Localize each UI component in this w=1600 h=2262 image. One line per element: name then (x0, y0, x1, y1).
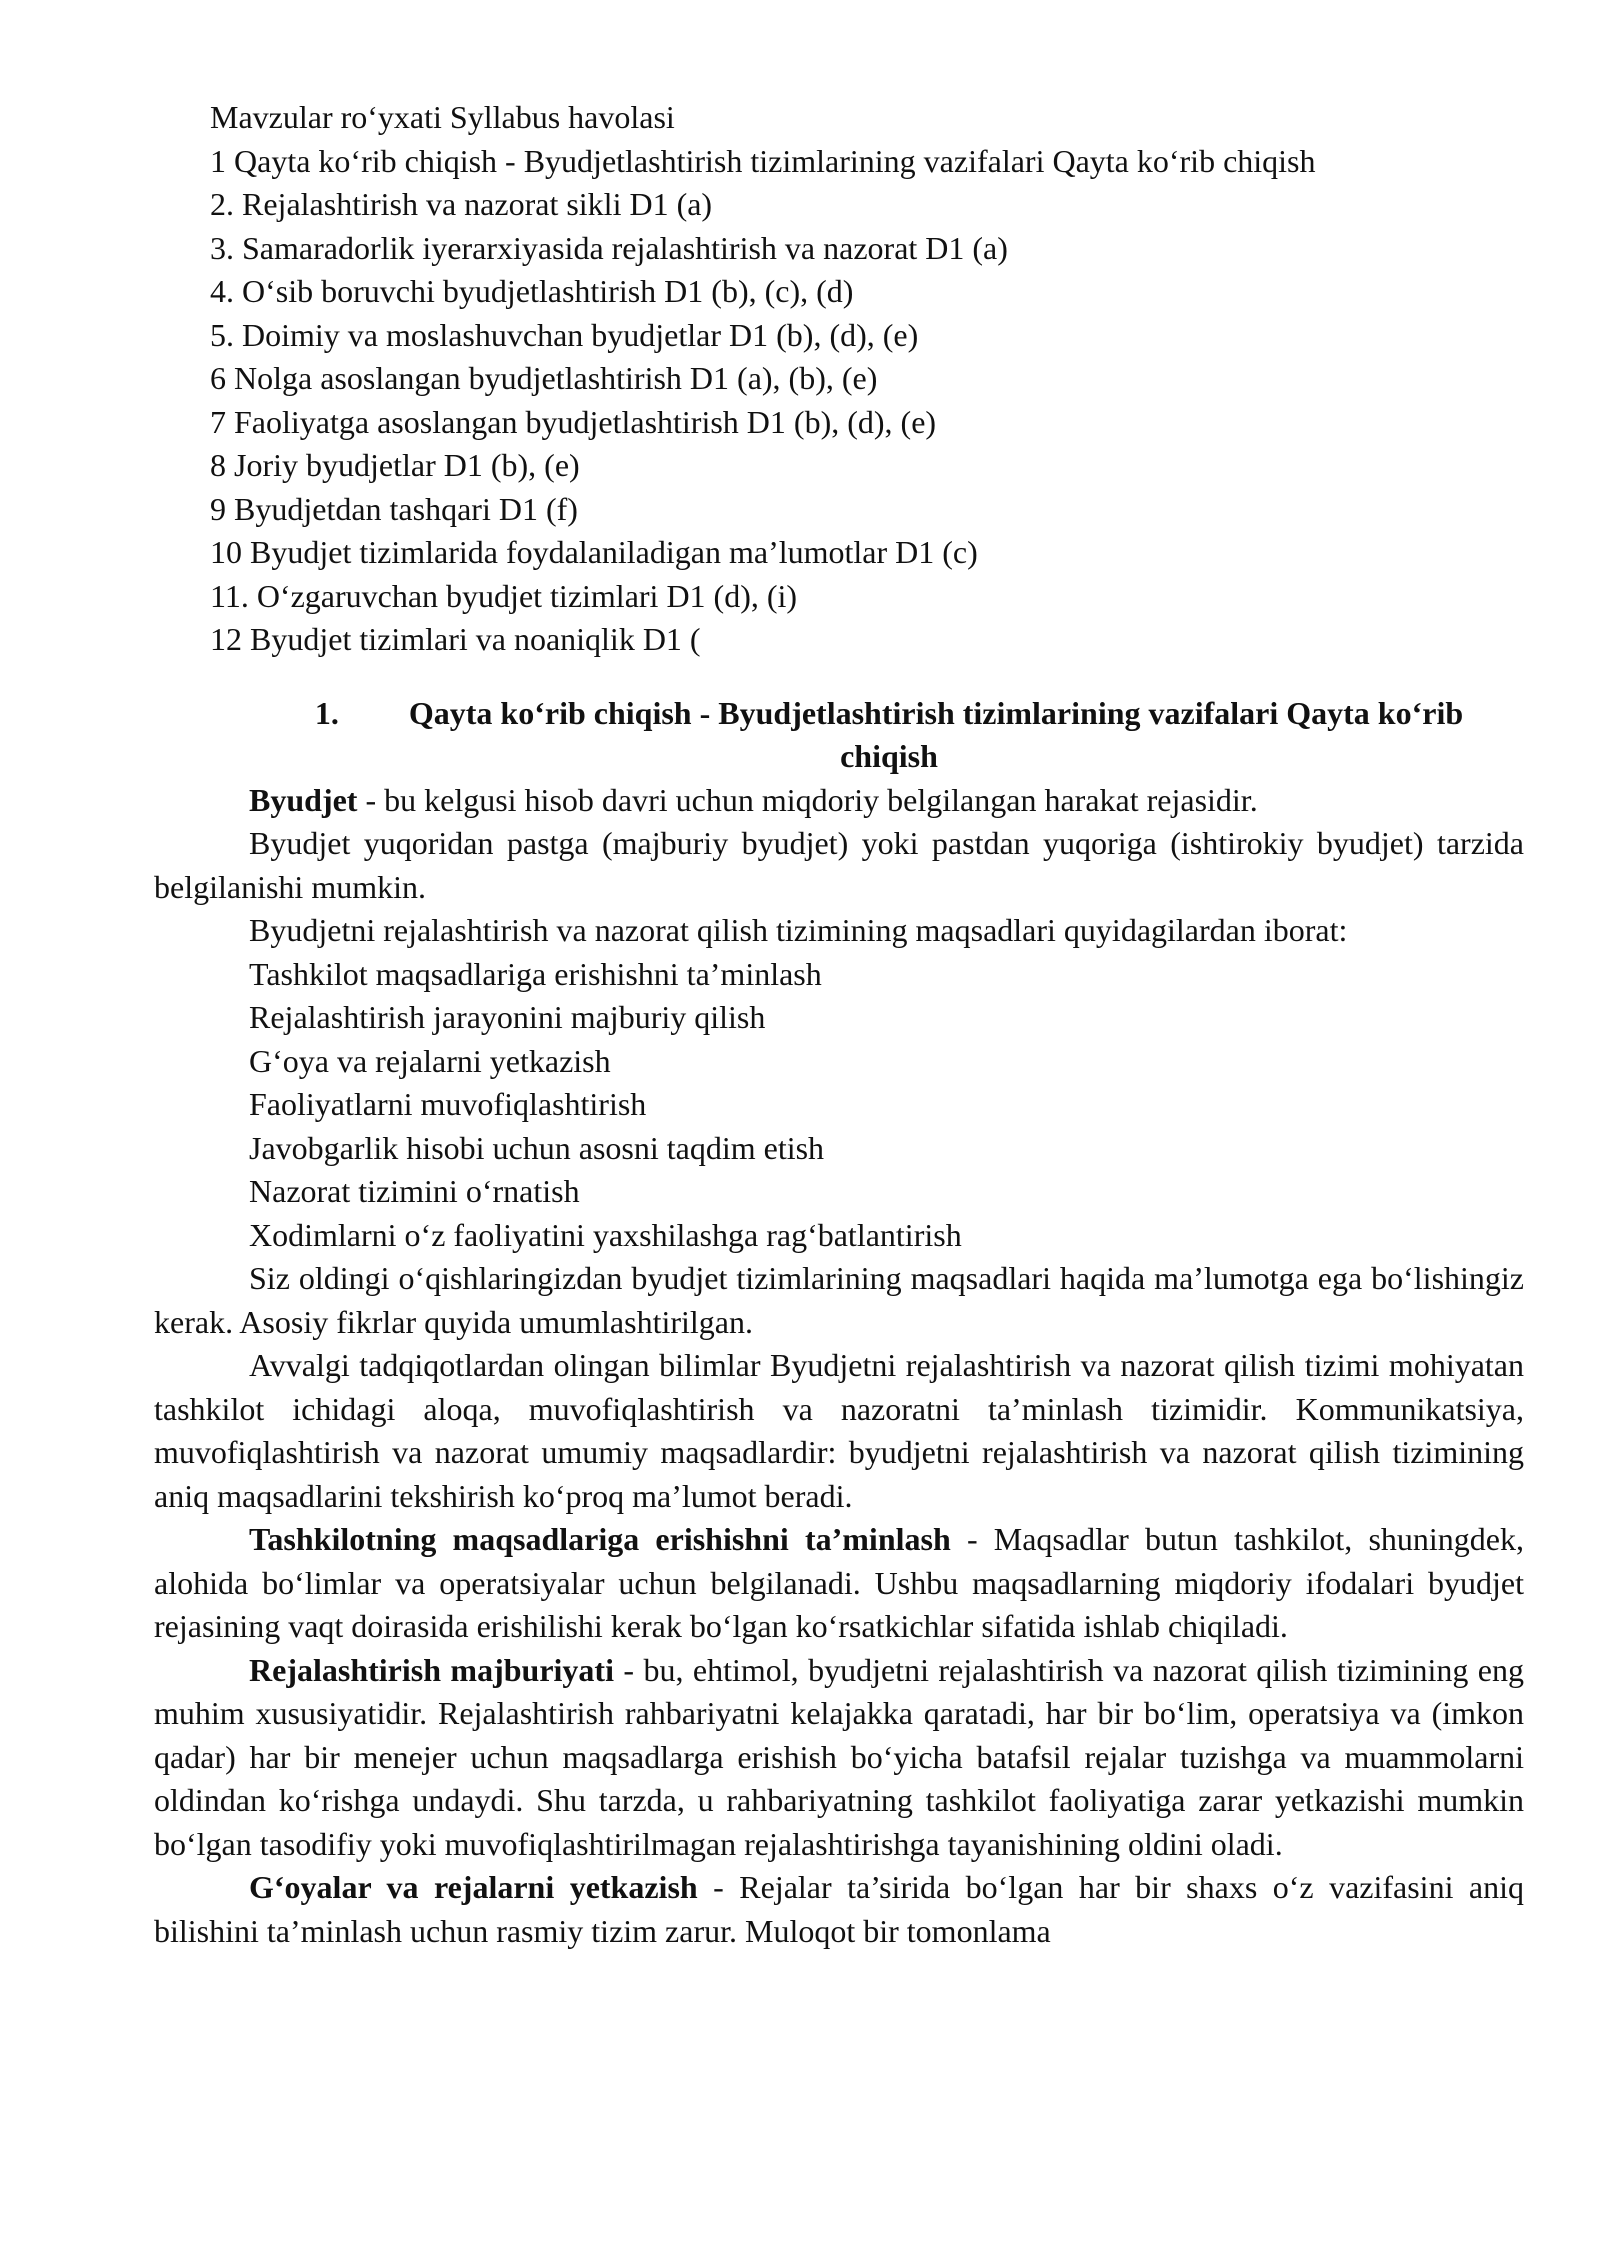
paragraph-summary: Avvalgi tadqiqotlardan olingan bilimlar Byudjetni rejalashtirish va nazorat qilish tizimi mohiyatan tashkilot ichidagi aloqa, muvofiqlashtirish va nazoratni ta’minlash tizimidir. Kommunikatsiya, muvofiqlashtirish va nazorat umumiy maqsadlardir: byudjetni rejalashtirish va nazorat qilish tizimining aniq maqsadlarini tekshirish ko‘proq ma’lumot beradi. (154, 1347, 1524, 1514)
topic-item: 7 Faoliyatga asoslangan byudjetlashtirish D1 (b), (d), (e) (210, 403, 937, 440)
paragraph-communication (154, 1866, 1524, 1953)
section-heading (154, 692, 1524, 779)
objective-item: Javobgarlik hisobi uchun asosni taqdim etish (249, 1129, 825, 1166)
topic-item: 12 Byudjet tizimlari va noaniqlik D1 ( (210, 621, 701, 657)
paragraph-text: - bu kelgusi hisob davri uchun miqdoriy belgilangan harakat rejasidir. (357, 781, 1258, 818)
topic-item: 10 Byudjet tizimlarida foydalaniladigan ma’lumotlar D1 (c) (210, 534, 978, 570)
objective-item: Xodimlarni o‘z faoliyatini yaxshilashga rag‘batlantirish (249, 1216, 962, 1253)
topic-item: 6 Nolga asoslangan byudjetlashtirish D1 (a), (b), (e) (210, 360, 878, 396)
topic-item: 5. Doimiy va moslashuvchan byudjetlar D1 (b), (d), (e) (210, 316, 919, 353)
term-communication: G‘oyalar va rejalarni yetkazish (249, 1869, 698, 1905)
paragraph-text: - Rejalar ta’sirida bo‘lgan har bir shaxs o‘z vazifasini aniq bilishini ta’minlash uchun rasmiy tizim zarur. Muloqot bir tomonlama (154, 1869, 1525, 1949)
objectives-list (249, 953, 1524, 1258)
paragraph-budget-definition (154, 779, 1524, 823)
topic-item: 3. Samaradorlik iyerarxiyasida rejalashtirish va nazorat D1 (a) (210, 229, 1008, 266)
term-byudjet: Byudjet (249, 781, 358, 818)
objective-item: Faoliyatlarni muvofiqlashtirish (249, 1086, 647, 1122)
paragraph-planning-obligation (154, 1649, 1524, 1867)
paragraph-text: - Maqsadlar butun tashkilot, shuningdek, alohida bo‘limlar va operatsiyalar uchun belgilanadi. Ushbu maqsadlarning miqdoriy ifodalari byudjet rejasining vaqt doirasida erishilishi kerak bo‘lgan ko‘rsatkichlar sifatida ishlab chiqiladi. (154, 1521, 1525, 1644)
objective-item: Nazorat tizimini o‘rnatish (249, 1173, 580, 1209)
section-title: Qayta ko‘rib chiqish - Byudjetlashtirish tizimlarining vazifalari Qayta ko‘rib chiqish (408, 694, 1464, 774)
document-page (154, 96, 1524, 1953)
objective-item: Rejalashtirish jarayonini majburiy qilish (249, 999, 766, 1035)
objective-item: Tashkilot maqsadlariga erishishni ta’minlash (249, 955, 822, 992)
paragraph-text: - bu, ehtimol, byudjetni rejalashtirish va nazorat qilish tizimining eng muhim xususiyatidir. Rejalashtirish rahbariyatni kelajakka qaratadi, har bir bo‘lim, operatsiya va (imkon qadar) har bir menejer uchun maqsadlarga erishish bo‘yicha batafsil rejalar tuzishga va muammolarni oldindan ko‘rishga undaydi. Shu tarzda, u rahbariyatning tashkilot faoliyatiga zarar yetkazishi mumkin bo‘lgan tasodifiy yoki muvofiqlashtirilmagan rejalashtirishga tayanishining oldini oladi. (154, 1651, 1524, 1862)
term-planning-obligation: Rejalashtirish majburiyati (249, 1651, 614, 1688)
topics-list (210, 96, 1524, 662)
paragraph-goal-achievement (154, 1518, 1524, 1649)
section-number: 1. (314, 694, 339, 731)
topics-list-header: Mavzular ro‘yxati Syllabus havolasi (210, 99, 675, 135)
topic-item: 1 Qayta ko‘rib chiqish - Byudjetlashtirish tizimlarining vazifalari Qayta ko‘rib chiqish (210, 142, 1316, 179)
topic-item: 2. Rejalashtirish va nazorat sikli D1 (a) (210, 186, 713, 222)
topic-item: 11. O‘zgaruvchan byudjet tizimlari D1 (d), (i) (210, 577, 798, 614)
paragraph-budget-direction: Byudjet yuqoridan pastga (majburiy byudjet) yoki pastdan yuqoriga (ishtirokiy byudjet) tarzida belgilanishi mumkin. (154, 825, 1524, 905)
topic-item: 8 Joriy byudjetlar D1 (b), (e) (210, 447, 580, 483)
objective-item: G‘oya va rejalarni yetkazish (249, 1042, 611, 1079)
paragraph-objectives-intro: Byudjetni rejalashtirish va nazorat qilish tizimining maqsadlari quyidagilardan iborat: (249, 912, 1348, 948)
paragraph-prior-knowledge: Siz oldingi o‘qishlaringizdan byudjet tizimlarining maqsadlari haqida ma’lumotga ega bo‘lishingiz kerak. Asosiy fikrlar quyida umumlashtirilgan. (154, 1260, 1524, 1340)
term-goal-achievement: Tashkilotning maqsadlariga erishishni ta’minlash (249, 1521, 951, 1557)
topic-item: 4. O‘sib boruvchi byudjetlashtirish D1 (b), (c), (d) (210, 273, 854, 309)
topic-item: 9 Byudjetdan tashqari D1 (f) (210, 490, 578, 527)
